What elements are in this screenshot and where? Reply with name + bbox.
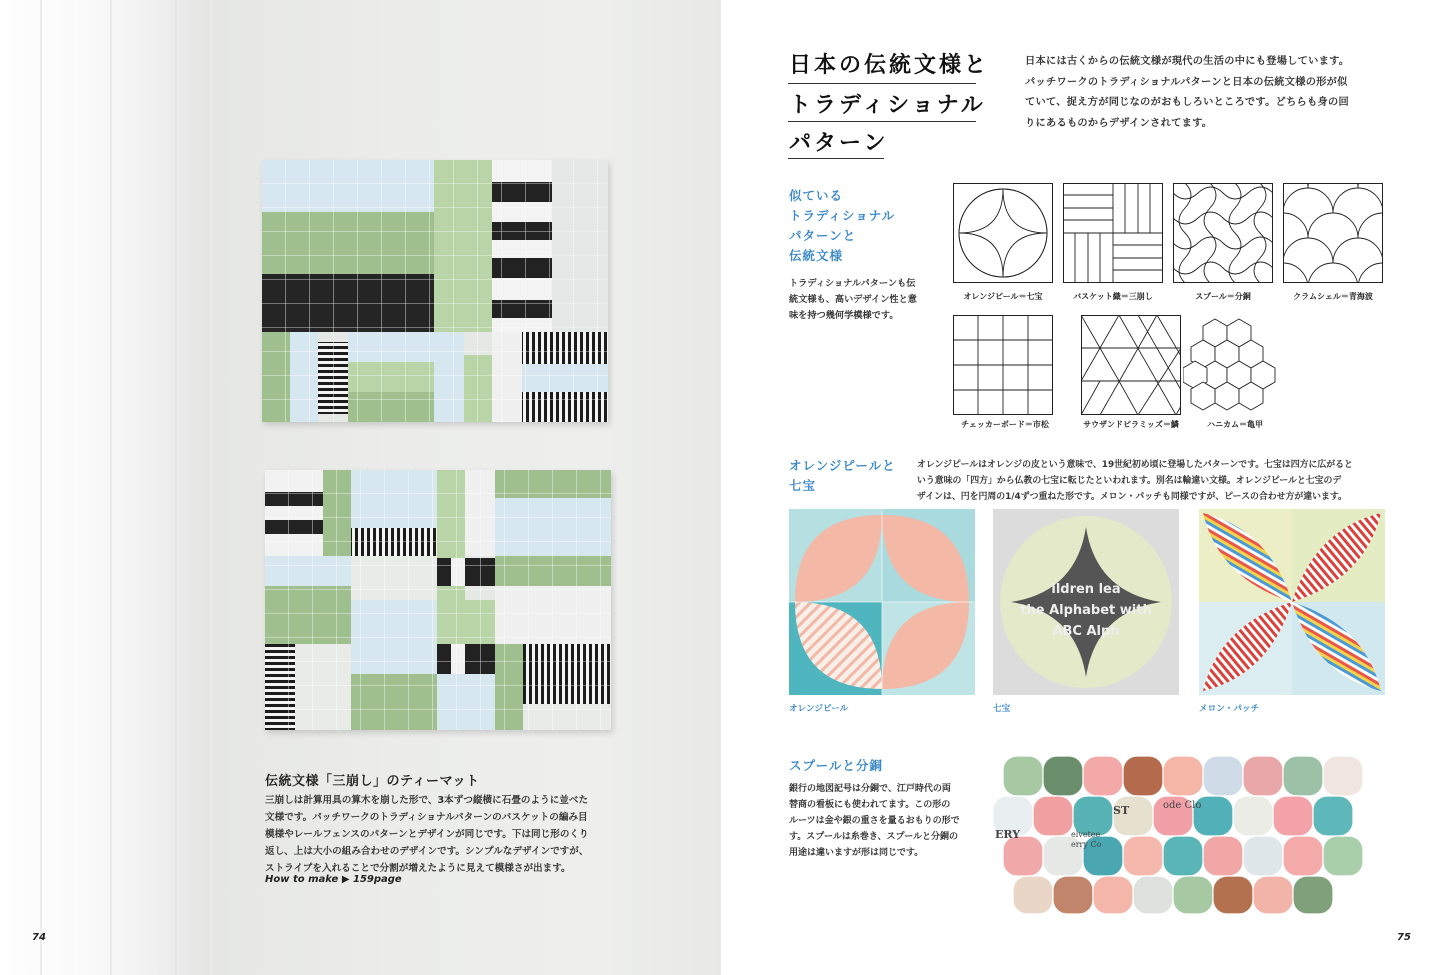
right-page bbox=[721, 0, 1442, 975]
body-line: いう意味の「四方」から仏教の七宝に転じたといわれます。別名は輪違い文様。オレンジピールと七宝のデ bbox=[917, 476, 1342, 486]
body-line: す。スプールは糸巻き、スプールと分銅の bbox=[789, 832, 959, 842]
section-heading-spool: スプールと分銅 bbox=[789, 758, 883, 773]
heading-line: 似ている bbox=[789, 188, 844, 203]
fabric-print-text: erry Co bbox=[1071, 840, 1102, 849]
caption-body bbox=[265, 792, 625, 877]
pattern-label: ハニカム＝亀甲 bbox=[1207, 420, 1263, 429]
page-title-line-1: 日本の伝統文様と bbox=[789, 53, 990, 78]
heading-line: パターンと bbox=[789, 228, 857, 243]
caption-line: 返し、上は大小の組み合わせのデザインです。シンプルなデザインですが、 bbox=[265, 846, 589, 857]
body-line: 味を持つ幾何学模様です。 bbox=[789, 310, 899, 321]
clamshell-pattern-figure bbox=[1283, 183, 1383, 302]
curtain-fold bbox=[40, 0, 42, 975]
window-curtain bbox=[0, 0, 210, 975]
caption-line: 三崩しは計算用具の算木を崩した形で、3本ずつ縦横に石畳のように並べた bbox=[265, 795, 589, 806]
tea-mat-quilt-top bbox=[262, 160, 608, 422]
page-title-line-3: パターン bbox=[789, 131, 889, 156]
body-line: オレンジピールはオレンジの皮という意味で、19世紀初め頃に登場したパターンです。七宝は四方に広がると bbox=[917, 460, 1353, 470]
pattern-label: バスケット織＝三崩し bbox=[1073, 292, 1153, 301]
photo-label: オレンジピール bbox=[789, 704, 849, 714]
body-line: トラディショナルパターンも伝 bbox=[789, 278, 916, 289]
title-underline bbox=[788, 121, 976, 122]
body-line: ルーツは金や銀の重さを量るおもりの形で bbox=[789, 816, 960, 826]
title-underline bbox=[788, 158, 884, 159]
fabric-print-text: elvetee bbox=[1071, 830, 1101, 839]
body-line: ザインは、円を円周の1/4ずつ重ねた形です。メロン・パッチも同様ですが、ピースの合わせ方が違います。 bbox=[917, 492, 1347, 502]
clamshell-pattern-icon bbox=[1283, 183, 1383, 283]
pattern-label: オレンジピール＝七宝 bbox=[963, 292, 1043, 301]
heading-line: オレンジピールと bbox=[789, 458, 896, 473]
fabric-print-text: ERY bbox=[995, 828, 1021, 841]
pattern-label: クラムシェル＝青海波 bbox=[1293, 292, 1373, 301]
section-body-orange-peel bbox=[917, 457, 1397, 505]
intro-line: りにあるものからデザインされてます。 bbox=[1025, 117, 1213, 129]
heading-line: 伝統文様 bbox=[789, 248, 844, 263]
thousand-pyramids-pattern-figure bbox=[1071, 315, 1191, 430]
intro-text bbox=[1025, 52, 1405, 134]
intro-line: ていて、捉え方が同じなのがおもしろいところです。どちらも身の回 bbox=[1025, 97, 1349, 108]
basket-weave-pattern-icon bbox=[1063, 183, 1163, 283]
fabric-print-text: ST bbox=[1113, 804, 1130, 817]
heading-line: トラディショナル bbox=[789, 208, 896, 223]
section-body-spool bbox=[789, 781, 989, 861]
section-body-similar-patterns bbox=[789, 276, 939, 324]
honeycomb-pattern-icon bbox=[1183, 315, 1283, 415]
body-line: 替商の看板にも使われてます。この形の bbox=[789, 800, 951, 810]
basket-weave-pattern-figure bbox=[1063, 183, 1163, 302]
honeycomb-pattern-figure bbox=[1183, 315, 1287, 430]
fabric-print-text: ode Clo bbox=[1163, 800, 1202, 811]
caption-line: ストライプを入れることで分割が増えたように見えて模様さが出ます。 bbox=[265, 863, 571, 874]
heading-line: 七宝 bbox=[789, 478, 817, 493]
intro-line: 日本には古くからの伝統文様が現代の生活の中にも登場しています。 bbox=[1025, 56, 1350, 67]
spool-pattern-figure bbox=[1173, 183, 1273, 302]
checkerboard-pattern-figure bbox=[953, 315, 1057, 430]
curtain-fold bbox=[175, 0, 177, 975]
melon-patch-photo bbox=[1199, 509, 1385, 695]
caption-title: 伝統文様「三崩し」のティーマット bbox=[265, 774, 480, 789]
fabric-text-line: the Alphabet with bbox=[1020, 603, 1152, 618]
how-to-make-link[interactable]: How to make ▶ 159page bbox=[265, 874, 402, 885]
page-title-line-2: トラディショナル bbox=[789, 93, 986, 118]
photo-label: メロン・パッチ bbox=[1199, 704, 1260, 714]
pattern-label: スプール＝分銅 bbox=[1195, 292, 1251, 301]
section-heading-orange-peel bbox=[789, 456, 896, 496]
section-heading-similar-patterns bbox=[789, 186, 895, 266]
spool-pattern-icon bbox=[1173, 183, 1273, 283]
fabric-text-line: ABC Alph bbox=[1052, 624, 1120, 639]
orange-peel-pattern-figure bbox=[953, 183, 1053, 302]
title-underline bbox=[788, 83, 976, 84]
tea-mat-quilt-bottom bbox=[265, 470, 611, 730]
thousand-pyramids-pattern-icon bbox=[1081, 315, 1181, 415]
checkerboard-pattern-icon bbox=[953, 315, 1053, 415]
pattern-label: チェッカーボード＝市松 bbox=[961, 420, 1049, 429]
fabric-text-line: ildren lea bbox=[1051, 582, 1121, 597]
curtain-fold bbox=[110, 0, 112, 975]
caption-line: 模様やレールフェンスのパターンとデザインが同じです。下は同じ形のくり bbox=[265, 829, 589, 840]
body-line: 統文様も、高いデザイン性と意 bbox=[789, 294, 917, 305]
fabric-print-text bbox=[993, 579, 1179, 642]
photo-label: 七宝 bbox=[993, 704, 1011, 714]
caption-line: 文様です。パッチワークのトラディショナルパターンのバスケットの編み目 bbox=[265, 812, 588, 823]
orange-peel-pattern-icon bbox=[953, 183, 1053, 283]
page-number-left: 74 bbox=[32, 932, 46, 943]
pattern-label: サウザンドピラミッズ＝鱗 bbox=[1083, 420, 1179, 429]
page-number-right: 75 bbox=[1397, 932, 1411, 943]
body-line: 銀行の地図記号は分銅で、江戸時代の両 bbox=[789, 784, 951, 794]
intro-line: パッチワークのトラディショナルパターンと日本の伝統文様の形が似 bbox=[1025, 76, 1348, 88]
spool-quilt-photo bbox=[993, 752, 1393, 917]
orange-peel-photo bbox=[789, 509, 975, 695]
shippo-photo bbox=[993, 509, 1179, 695]
body-line: 用途は違いますが形は同じです。 bbox=[789, 848, 924, 858]
